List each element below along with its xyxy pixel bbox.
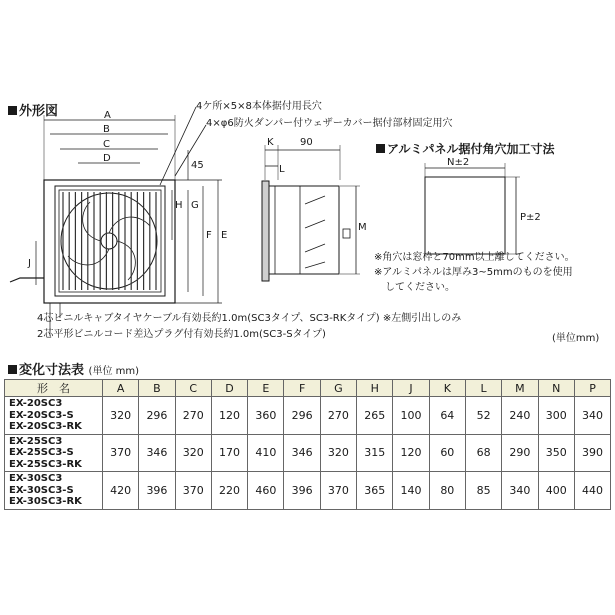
value-cell: 396 [139,472,175,510]
model-name: EX-20SC3-RK [9,421,82,432]
table-section-title: 変化寸法表 (単位 mm) [8,359,139,378]
value-cell: 360 [248,397,284,435]
model-name: EX-25SC3 [9,435,63,447]
value-cell: 370 [320,472,356,510]
value-cell: 320 [175,434,211,472]
header-l: L [465,380,501,397]
header-d: D [211,380,247,397]
header-h: H [357,380,393,397]
value-cell: 80 [429,472,465,510]
value-cell: 315 [357,434,393,472]
model-name: EX-20SC3-S [9,409,74,421]
dim-label-c: C [103,139,110,150]
panel-note-3: してください。 [385,282,455,293]
header-f: F [284,380,320,397]
value-cell: 400 [538,472,574,510]
value-cell: 265 [357,397,393,435]
table-row [5,397,611,435]
value-cell: 396 [284,472,320,510]
dimension-table [4,379,611,510]
dim-label-m: M [358,222,367,233]
value-cell: 320 [103,397,139,435]
value-cell: 410 [248,434,284,472]
header-k: K [429,380,465,397]
dim-label-d: D [103,153,111,164]
cord-note-text: 2芯平形ビニルコード差込プラグ付有効長約1.0m(SC3-Sタイプ) [37,329,326,340]
value-cell: 60 [429,434,465,472]
value-cell: 420 [103,472,139,510]
value-cell: 365 [357,472,393,510]
value-cell: 440 [574,472,610,510]
dim-label-90: 90 [300,137,313,148]
header-model: 形 名 [5,380,103,397]
value-cell: 346 [139,434,175,472]
value-cell: 100 [393,397,429,435]
dim-label-45: 45 [191,160,204,171]
value-cell: 370 [175,472,211,510]
table-row [5,434,611,472]
cable-note-text: 4芯ビニルキャブタイヤケーブル有効長約1.0m(SC3タイプ、SC3-RKタイプ) ※左側引出しのみ [37,313,462,324]
value-cell: 390 [574,434,610,472]
value-cell: 346 [284,434,320,472]
value-cell: 340 [502,472,538,510]
value-cell: 270 [175,397,211,435]
panel-note-1: ※角穴は窓枠と70mm以上離してください。 [374,252,575,263]
header-a: A [103,380,139,397]
header-m: M [502,380,538,397]
dim-label-e: E [221,230,228,241]
header-n: N [538,380,574,397]
value-cell: 64 [429,397,465,435]
dim-label-j: J [28,258,31,269]
panel-note-2: ※アルミパネルは厚み3~5mmのものを使用 [374,267,573,278]
square-bullet-icon [8,365,17,374]
dim-label-g: G [191,200,199,211]
outline-section-title: 外形図 [8,100,58,119]
unit-label: (単位mm) [552,333,600,344]
panel-section-title: アルミパネル据付角穴加工寸法 [376,140,555,157]
value-cell: 296 [284,397,320,435]
value-cell: 296 [139,397,175,435]
dim-label-a: A [104,110,111,121]
value-cell: 340 [574,397,610,435]
model-name: EX-30SC3-S [9,484,74,496]
table-unit-label: (単位 mm) [88,366,140,377]
value-cell: 68 [465,434,501,472]
header-g: G [320,380,356,397]
value-cell: 270 [320,397,356,435]
dim-label-b: B [103,124,110,135]
value-cell: 460 [248,472,284,510]
table-header-row [5,380,611,397]
header-b: B [139,380,175,397]
callout-holes-text: 4×φ6防火ダンパー付ウェザーカバー据付部材固定用穴 [206,118,453,129]
dim-label-k: K [267,137,274,148]
model-name: EX-30SC3-RK [9,496,82,507]
model-name: EX-20SC3 [9,398,63,409]
value-cell: 240 [502,397,538,435]
header-j: J [393,380,429,397]
value-cell: 52 [465,397,501,435]
dim-label-h: H [175,200,183,211]
square-bullet-icon [376,144,385,153]
model-name: EX-25SC3-S [9,447,74,458]
value-cell: 85 [465,472,501,510]
dim-label-n: N±2 [447,157,470,168]
table-row [5,472,611,510]
value-cell: 350 [538,434,574,472]
value-cell: 220 [211,472,247,510]
model-name: EX-25SC3-RK [9,458,82,470]
dim-label-p: P±2 [520,212,541,223]
header-c: C [175,380,211,397]
value-cell: 170 [211,434,247,472]
value-cell: 300 [538,397,574,435]
value-cell: 290 [502,434,538,472]
value-cell: 120 [211,397,247,435]
model-cell [5,397,103,435]
value-cell: 320 [320,434,356,472]
callout-slot-text: 4ケ所×5×8本体据付用長穴 [196,101,322,112]
dim-label-l: L [279,164,285,175]
header-e: E [248,380,284,397]
dim-label-f: F [206,230,212,241]
header-p: P [574,380,610,397]
value-cell: 140 [393,472,429,510]
value-cell: 370 [103,434,139,472]
model-cell [5,472,103,510]
model-cell [5,434,103,472]
value-cell: 120 [393,434,429,472]
model-name: EX-30SC3 [9,473,63,484]
